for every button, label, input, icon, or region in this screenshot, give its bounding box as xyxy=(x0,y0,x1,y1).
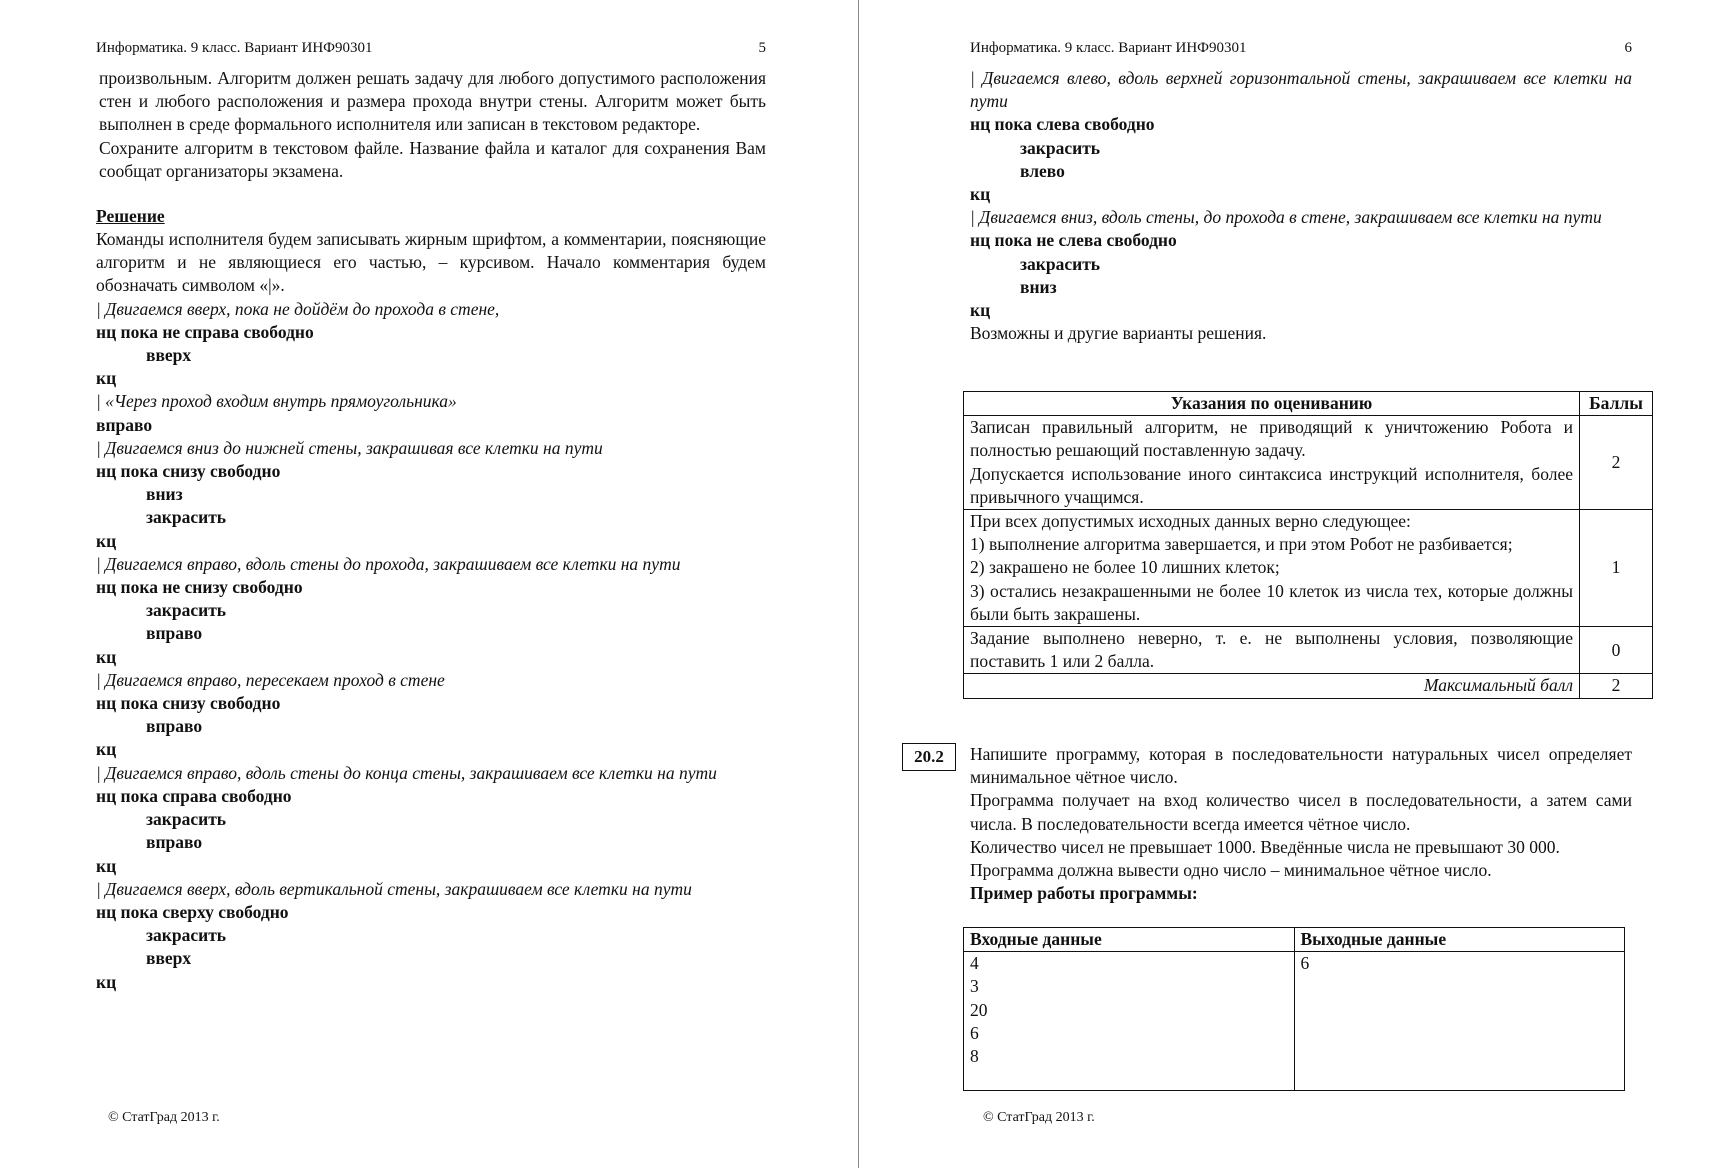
output-data-cell xyxy=(1294,952,1625,1091)
grading-row xyxy=(964,510,1653,627)
loop-head: нц пока снизу свободно xyxy=(96,461,281,482)
task-number-box: 20.2 xyxy=(902,743,956,771)
command: вверх xyxy=(146,345,192,366)
command: влево xyxy=(1020,160,1065,181)
grading-row xyxy=(964,627,1653,674)
criteria-line: 3) остались незакрашенными не более 10 клеток из числа тех, которые должны были быть закрашены. xyxy=(970,580,1573,624)
example-table xyxy=(963,927,1625,1091)
points-cell: 1 xyxy=(1580,510,1653,627)
task-text xyxy=(970,743,1632,905)
right-column xyxy=(970,67,1632,345)
points-column-header: Баллы xyxy=(1580,392,1653,416)
code-comment: | «Через проход входим внутрь прямоугольника» xyxy=(96,391,457,412)
page-header: Информатика. 9 класс. Вариант ИНФ90301 xyxy=(96,40,373,56)
command: закрасить xyxy=(146,507,227,528)
input-column-header: Входные данные xyxy=(964,928,1295,952)
code-comment: | Двигаемся вправо, вдоль стены до конца стены, закрашиваем все клетки на пути xyxy=(96,762,717,783)
loop-head: нц пока не слева свободно xyxy=(970,230,1177,251)
criteria-line: Задание выполнено неверно, т. е. не выполнены условия, позволяющие поставить 1 или 2 балла. xyxy=(970,628,1573,672)
points-cell: 0 xyxy=(1580,627,1653,674)
points-cell: 2 xyxy=(1580,416,1653,510)
grading-header-row xyxy=(964,392,1653,416)
input-line: 4 xyxy=(970,953,979,974)
loop-end: кц xyxy=(96,368,117,389)
intro-paragraph: произвольным. Алгоритм должен решать задачу для любого допустимого расположения стен и любого расположения и размера прохода внутри стены. Алгоритм может быть выполнен в среде формального исполнителя или записан в текстовом редакторе. xyxy=(99,68,766,135)
command: вправо xyxy=(96,414,153,435)
solution-heading: Решение xyxy=(96,206,165,227)
task-paragraph: Количество чисел не превышает 1000. Введённые числа не превышают 30 000. xyxy=(970,836,1560,857)
command: закрасить xyxy=(1020,137,1101,158)
grading-max-row xyxy=(964,674,1653,698)
input-line: 6 xyxy=(970,1022,979,1043)
loop-head: нц пока сверху свободно xyxy=(96,901,289,922)
right-page xyxy=(859,0,1716,1168)
input-line: 3 xyxy=(970,976,979,997)
output-column-header: Выходные данные xyxy=(1294,928,1625,952)
example-data-row xyxy=(964,952,1625,1091)
criteria-cell xyxy=(964,416,1580,510)
output-line: 6 xyxy=(1300,953,1310,974)
command: закрасить xyxy=(146,600,227,621)
code-comment: | Двигаемся вверх, вдоль вертикальной стены, закрашиваем все клетки на пути xyxy=(96,878,692,899)
loop-head: нц пока снизу свободно xyxy=(96,693,281,714)
loop-head: нц пока слева свободно xyxy=(970,114,1155,135)
page-footer: © СтатГрад 2013 г. xyxy=(983,1110,1095,1125)
task-paragraph: Напишите программу, которая в последовательности натуральных чисел определяет минимальное чётное число. xyxy=(970,744,1632,788)
example-heading: Пример работы программы: xyxy=(970,883,1198,904)
loop-head: нц пока не снизу свободно xyxy=(96,577,303,598)
page-header: Информатика. 9 класс. Вариант ИНФ90301 xyxy=(970,40,1247,56)
loop-end: кц xyxy=(96,646,117,667)
solution-intro: Команды исполнителя будем записывать жирным шрифтом, а комментарии, поясняющие алгоритм и не являющиеся его частью, – курсивом. Начало комментария будем обозначать символом «|». xyxy=(96,229,766,296)
command: вверх xyxy=(146,948,192,969)
example-header-row xyxy=(964,928,1625,952)
intro-paragraph: Сохраните алгоритм в текстовом файле. Название файла и каталог для сохранения Вам сообщат организаторы экзамена. xyxy=(99,137,766,181)
command: вниз xyxy=(146,484,183,505)
max-score-value: 2 xyxy=(1580,674,1653,698)
loop-end: кц xyxy=(96,530,117,551)
criteria-line: 1) выполнение алгоритма завершается, и при этом Робот не разбивается; xyxy=(970,534,1513,555)
grading-row xyxy=(964,416,1653,510)
page-footer: © СтатГрад 2013 г. xyxy=(108,1110,220,1125)
loop-end: кц xyxy=(970,184,991,205)
criteria-line: Допускается использование иного синтаксиса инструкций исполнителя, более привычного учащимся. xyxy=(970,463,1573,507)
criteria-column-header: Указания по оцениванию xyxy=(964,392,1580,416)
input-data-cell xyxy=(964,952,1295,1091)
criteria-line: При всех допустимых исходных данных верно следующее: xyxy=(970,511,1411,532)
page-number: 6 xyxy=(1624,40,1632,56)
command: закрасить xyxy=(1020,253,1101,274)
grading-table xyxy=(963,391,1653,699)
code-comment: | Двигаемся вниз, вдоль стены, до прохода в стене, закрашиваем все клетки на пути xyxy=(970,207,1602,228)
page-number: 5 xyxy=(758,40,766,56)
code-comment: | Двигаемся вверх, пока не дойдём до прохода в стене, xyxy=(96,298,500,319)
code-comment: | Двигаемся вправо, вдоль стены до прохода, закрашиваем все клетки на пути xyxy=(96,553,681,574)
loop-head: нц пока не справа свободно xyxy=(96,321,314,342)
command: вниз xyxy=(1020,276,1057,297)
command: вправо xyxy=(146,716,203,737)
input-line: 8 xyxy=(970,1046,979,1067)
task-paragraph: Программа получает на вход количество чисел в последовательности, а затем сами числа. В последовательности всегда имеется чётное число. xyxy=(970,790,1632,834)
command: закрасить xyxy=(146,809,227,830)
left-column xyxy=(96,67,766,994)
loop-end: кц xyxy=(970,300,991,321)
other-variants-note: Возможны и другие варианты решения. xyxy=(970,323,1267,344)
input-line: 20 xyxy=(970,999,988,1020)
loop-end: кц xyxy=(96,739,117,760)
loop-end: кц xyxy=(96,971,117,992)
task-paragraph: Программа должна вывести одно число – минимальное чётное число. xyxy=(970,860,1492,881)
command: вправо xyxy=(146,623,203,644)
code-comment: | Двигаемся влево, вдоль верхней горизонтальной стены, закрашиваем все клетки на пути xyxy=(970,68,1632,112)
criteria-cell xyxy=(964,510,1580,627)
loop-head: нц пока справа свободно xyxy=(96,785,292,806)
code-comment: | Двигаемся вниз до нижней стены, закрашивая все клетки на пути xyxy=(96,437,603,458)
code-comment: | Двигаемся вправо, пересекаем проход в стене xyxy=(96,669,445,690)
criteria-line: Записан правильный алгоритм, не приводящий к уничтожению Робота и полностью решающий поставленную задачу. xyxy=(970,417,1573,461)
command: вправо xyxy=(146,832,203,853)
max-score-label: Максимальный балл xyxy=(964,674,1580,698)
criteria-cell xyxy=(964,627,1580,674)
loop-end: кц xyxy=(96,855,117,876)
command: закрасить xyxy=(146,925,227,946)
criteria-line: 2) закрашено не более 10 лишних клеток; xyxy=(970,557,1280,578)
